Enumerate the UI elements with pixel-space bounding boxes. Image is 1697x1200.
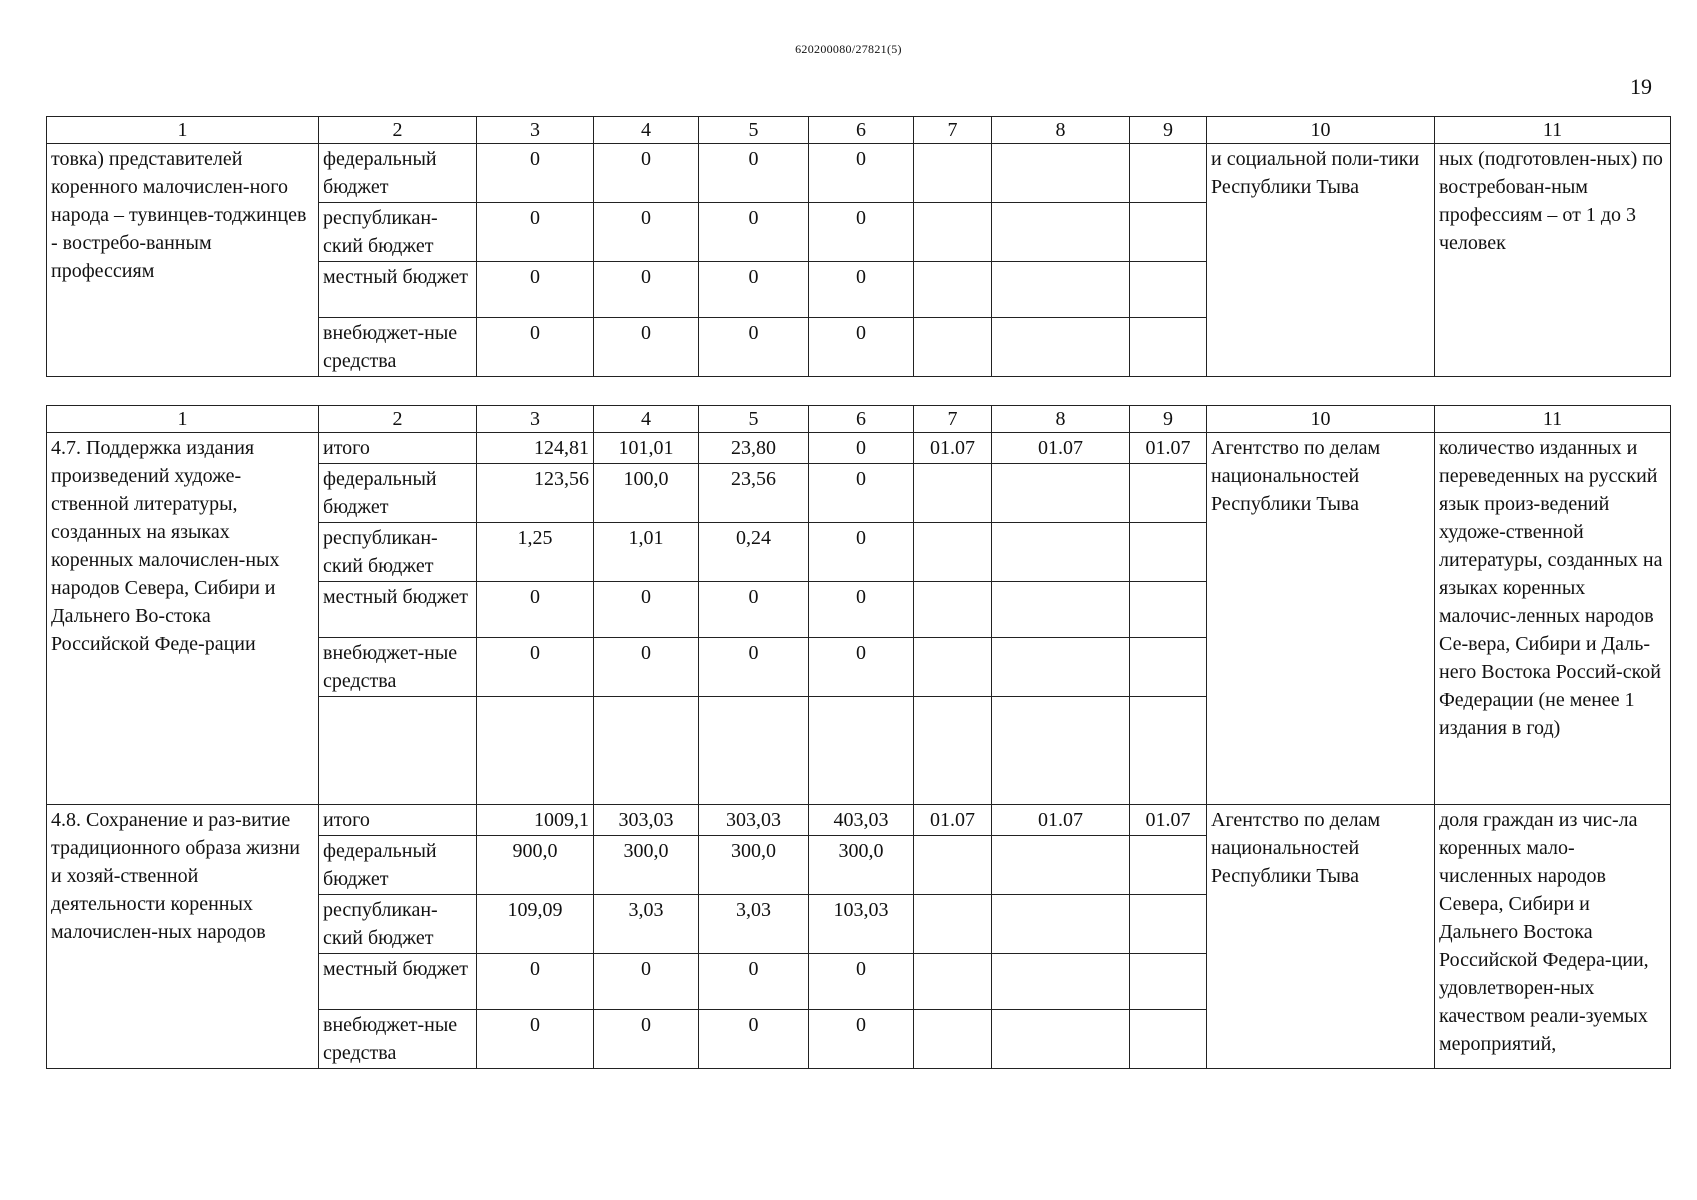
amount-cell: 0 bbox=[594, 262, 699, 318]
empty-cell bbox=[914, 697, 992, 805]
col-number: 4 bbox=[594, 406, 699, 433]
empty-cell bbox=[1130, 582, 1207, 638]
amount-cell: 0 bbox=[477, 1010, 594, 1069]
executor-cell: и социальной поли-тики Республики Тыва bbox=[1207, 144, 1435, 377]
funding-source: федеральный бюджет bbox=[319, 144, 477, 203]
empty-cell bbox=[914, 262, 992, 318]
col-number: 4 bbox=[594, 117, 699, 144]
col-number: 2 bbox=[319, 117, 477, 144]
empty-cell bbox=[699, 697, 809, 805]
col-number: 7 bbox=[914, 406, 992, 433]
empty-cell bbox=[992, 262, 1130, 318]
empty-cell bbox=[992, 954, 1130, 1010]
amount-cell: 300,0 bbox=[594, 836, 699, 895]
col-number: 3 bbox=[477, 406, 594, 433]
amount-cell: 0 bbox=[699, 582, 809, 638]
empty-cell bbox=[914, 836, 992, 895]
col-number: 9 bbox=[1130, 117, 1207, 144]
col-number: 7 bbox=[914, 117, 992, 144]
executor-cell: Агентство по делам национальностей Республики Тыва bbox=[1207, 805, 1435, 1069]
amount-cell: 0 bbox=[477, 954, 594, 1010]
page-number: 19 bbox=[1630, 74, 1652, 99]
amount-cell: 0 bbox=[699, 203, 809, 262]
amount-cell: 0 bbox=[809, 582, 914, 638]
amount-cell: 403,03 bbox=[809, 805, 914, 836]
amount-cell: 23,56 bbox=[699, 464, 809, 523]
empty-cell bbox=[914, 1010, 992, 1069]
amount-cell: 101,01 bbox=[594, 433, 699, 464]
date-cell: 01.07 bbox=[1130, 805, 1207, 836]
amount-cell: 0 bbox=[477, 203, 594, 262]
funding-source: республикан-ский бюджет bbox=[319, 895, 477, 954]
amount-cell: 303,03 bbox=[594, 805, 699, 836]
date-cell: 01.07 bbox=[1130, 433, 1207, 464]
empty-cell bbox=[1130, 697, 1207, 805]
amount-cell: 0 bbox=[594, 638, 699, 697]
amount-cell: 300,0 bbox=[699, 836, 809, 895]
indicator-cell: ных (подготовлен-ных) по востребован-ным профессиям – от 1 до 3 человек bbox=[1435, 144, 1671, 377]
empty-cell bbox=[1130, 262, 1207, 318]
amount-cell: 0 bbox=[477, 144, 594, 203]
amount-cell: 3,03 bbox=[594, 895, 699, 954]
col-number: 10 bbox=[1207, 406, 1435, 433]
empty-cell bbox=[1130, 523, 1207, 582]
date-cell: 01.07 bbox=[992, 433, 1130, 464]
amount-cell: 0 bbox=[699, 262, 809, 318]
amount-cell: 0 bbox=[594, 1010, 699, 1069]
funding-source: местный бюджет bbox=[319, 954, 477, 1010]
indicator-cell: доля граждан из чис-ла коренных мало-численных народов Севера, Сибири и Дальнего Востока Российской Федера-ции, удовлетворен-ных качеством реали-зуемых мероприятий, bbox=[1435, 805, 1671, 1069]
empty-cell bbox=[992, 144, 1130, 203]
budget-table-main bbox=[46, 405, 1671, 1069]
amount-cell: 100,0 bbox=[594, 464, 699, 523]
date-cell: 01.07 bbox=[914, 433, 992, 464]
amount-cell: 0 bbox=[699, 638, 809, 697]
budget-table-continuation bbox=[46, 116, 1671, 377]
amount-cell: 900,0 bbox=[477, 836, 594, 895]
amount-cell: 0 bbox=[809, 954, 914, 1010]
indicator-cell: количество изданных и переведенных на русский язык произ-ведений художе-ственной литературы, созданных на языках коренных малочис-ленных народов Се-вера, Сибири и Даль-него Востока Россий-ской Федерации (не менее 1 издания в год) bbox=[1435, 433, 1671, 805]
empty-cell bbox=[914, 144, 992, 203]
amount-cell: 0 bbox=[699, 144, 809, 203]
table-row bbox=[47, 144, 1671, 203]
amount-cell: 0 bbox=[477, 262, 594, 318]
empty-cell bbox=[914, 895, 992, 954]
col-number: 8 bbox=[992, 406, 1130, 433]
document-id: 620200080/27821(5) bbox=[795, 42, 902, 56]
col-number: 5 bbox=[699, 117, 809, 144]
amount-cell: 0 bbox=[809, 464, 914, 523]
funding-source: республикан-ский бюджет bbox=[319, 203, 477, 262]
amount-cell: 109,09 bbox=[477, 895, 594, 954]
empty-cell bbox=[1130, 836, 1207, 895]
amount-cell: 0 bbox=[594, 582, 699, 638]
funding-source: внебюджет-ные средства bbox=[319, 318, 477, 377]
funding-source: итого bbox=[319, 433, 477, 464]
amount-cell: 0 bbox=[594, 203, 699, 262]
amount-cell: 103,03 bbox=[809, 895, 914, 954]
empty-cell bbox=[1130, 464, 1207, 523]
col-number: 11 bbox=[1435, 406, 1671, 433]
amount-cell: 0 bbox=[809, 638, 914, 697]
empty-cell bbox=[992, 1010, 1130, 1069]
empty-cell bbox=[914, 464, 992, 523]
amount-cell: 0 bbox=[594, 144, 699, 203]
executor-cell: Агентство по делам национальностей Республики Тыва bbox=[1207, 433, 1435, 805]
empty-cell bbox=[914, 523, 992, 582]
amount-cell: 0 bbox=[809, 433, 914, 464]
amount-cell: 0 bbox=[594, 318, 699, 377]
col-number: 11 bbox=[1435, 117, 1671, 144]
empty-cell bbox=[992, 638, 1130, 697]
col-number: 5 bbox=[699, 406, 809, 433]
empty-cell bbox=[594, 697, 699, 805]
empty-cell bbox=[1130, 638, 1207, 697]
empty-cell bbox=[1130, 954, 1207, 1010]
table-row bbox=[47, 805, 1671, 836]
col-number: 6 bbox=[809, 117, 914, 144]
col-number: 3 bbox=[477, 117, 594, 144]
col-number: 8 bbox=[992, 117, 1130, 144]
amount-cell: 300,0 bbox=[809, 836, 914, 895]
amount-cell: 0 bbox=[809, 262, 914, 318]
empty-cell bbox=[1130, 203, 1207, 262]
funding-source: внебюджет-ные средства bbox=[319, 638, 477, 697]
empty-cell bbox=[914, 318, 992, 377]
empty-cell bbox=[1130, 318, 1207, 377]
empty-cell bbox=[477, 697, 594, 805]
empty-cell bbox=[992, 523, 1130, 582]
funding-source: местный бюджет bbox=[319, 262, 477, 318]
amount-cell: 0 bbox=[594, 954, 699, 1010]
empty-cell bbox=[992, 318, 1130, 377]
amount-cell: 1,01 bbox=[594, 523, 699, 582]
col-number: 9 bbox=[1130, 406, 1207, 433]
amount-cell: 23,80 bbox=[699, 433, 809, 464]
funding-source: местный бюджет bbox=[319, 582, 477, 638]
empty-cell bbox=[319, 697, 477, 805]
date-cell: 01.07 bbox=[914, 805, 992, 836]
activity-cell: товка) представителей коренного малочислен-ного народа – тувинцев-тоджинцев - востребо-ванным профессиям bbox=[47, 144, 319, 377]
table-row bbox=[47, 433, 1671, 464]
col-number: 2 bbox=[319, 406, 477, 433]
empty-cell bbox=[992, 895, 1130, 954]
col-number: 1 bbox=[47, 117, 319, 144]
amount-cell: 0 bbox=[809, 523, 914, 582]
amount-cell: 0 bbox=[809, 1010, 914, 1069]
empty-cell bbox=[992, 836, 1130, 895]
column-number-row bbox=[47, 406, 1671, 433]
amount-cell: 303,03 bbox=[699, 805, 809, 836]
empty-cell bbox=[992, 464, 1130, 523]
empty-cell bbox=[1130, 895, 1207, 954]
amount-cell: 0 bbox=[809, 144, 914, 203]
funding-source: итого bbox=[319, 805, 477, 836]
empty-cell bbox=[1130, 1010, 1207, 1069]
empty-cell bbox=[809, 697, 914, 805]
empty-cell bbox=[914, 638, 992, 697]
amount-cell: 0 bbox=[809, 203, 914, 262]
amount-cell: 0 bbox=[699, 954, 809, 1010]
amount-cell: 0,24 bbox=[699, 523, 809, 582]
amount-cell: 123,56 bbox=[477, 464, 594, 523]
amount-cell: 0 bbox=[477, 582, 594, 638]
amount-cell: 124,81 bbox=[477, 433, 594, 464]
empty-cell bbox=[914, 582, 992, 638]
funding-source: федеральный бюджет bbox=[319, 464, 477, 523]
funding-source: федеральный бюджет bbox=[319, 836, 477, 895]
amount-cell: 0 bbox=[477, 318, 594, 377]
amount-cell: 1009,1 bbox=[477, 805, 594, 836]
amount-cell: 3,03 bbox=[699, 895, 809, 954]
col-number: 6 bbox=[809, 406, 914, 433]
activity-cell: 4.8. Сохранение и раз-витие традиционного образа жизни и хозяй-ственной деятельности коренных малочислен-ных народов bbox=[47, 805, 319, 1069]
amount-cell: 0 bbox=[699, 318, 809, 377]
empty-cell bbox=[992, 697, 1130, 805]
empty-cell bbox=[992, 582, 1130, 638]
amount-cell: 0 bbox=[699, 1010, 809, 1069]
amount-cell: 0 bbox=[477, 638, 594, 697]
amount-cell: 1,25 bbox=[477, 523, 594, 582]
col-number: 10 bbox=[1207, 117, 1435, 144]
funding-source: внебюджет-ные средства bbox=[319, 1010, 477, 1069]
date-cell: 01.07 bbox=[992, 805, 1130, 836]
empty-cell bbox=[1130, 144, 1207, 203]
activity-cell: 4.7. Поддержка издания произведений художе-ственной литературы, созданных на языках коренных малочислен-ных народов Севера, Сибири и Дальнего Во-стока Российской Феде-рации bbox=[47, 433, 319, 805]
funding-source: республикан-ский бюджет bbox=[319, 523, 477, 582]
column-number-row bbox=[47, 117, 1671, 144]
empty-cell bbox=[992, 203, 1130, 262]
col-number: 1 bbox=[47, 406, 319, 433]
amount-cell: 0 bbox=[809, 318, 914, 377]
empty-cell bbox=[914, 954, 992, 1010]
empty-cell bbox=[914, 203, 992, 262]
